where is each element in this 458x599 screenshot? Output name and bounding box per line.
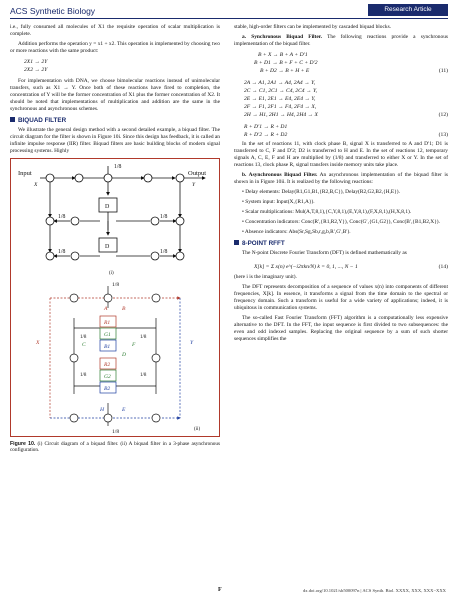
- figure-caption: [10, 441, 220, 454]
- caption-text: (i) Circuit diagram of a biquad filter. (ii) A biquad filter in a 3-phase asynchronous configuration.: [10, 441, 220, 454]
- mult-node: [151, 217, 159, 225]
- right-column: [234, 24, 448, 346]
- section-heading: BIQUAD FILTER: [10, 117, 220, 124]
- article-type-badge: Research Article: [368, 4, 448, 16]
- dft-equation: X[k] = Σ x(n) e^(−i2πkn/N) k = 0, 1, ..., N − 1: [254, 264, 358, 270]
- reaction: R + D′1 → R + D1: [244, 124, 288, 130]
- adder-node: [46, 252, 54, 260]
- mult-node: [70, 354, 78, 362]
- page-number: F: [218, 587, 222, 593]
- reaction-line: [234, 111, 448, 121]
- mult-node: [104, 414, 112, 422]
- node-d: D: [122, 352, 127, 358]
- paragraph: a. Synchronous Biquad Filter. The following reactions provide a synchronous implementation of the biquad filter.: [234, 34, 448, 47]
- gain-label: 1/8: [80, 335, 87, 340]
- bullet-item: • Absence indicators: Abs(Sr,Sg,Sb,r,g,b,R′,G′,B′).: [242, 229, 351, 235]
- figure-10: [10, 158, 220, 438]
- adder-node: [75, 174, 83, 182]
- doi-footer: dx.doi.org/10.1021/sb500097n | ACS Synth. Biol. XXXX, XXX, XXX−XXX: [302, 588, 446, 593]
- paragraph: stable, high-order filters can be implemented by cascaded biquad blocks.: [234, 24, 392, 30]
- gain-label: 1/8: [160, 249, 168, 255]
- paragraph: The DFT represents decomposition of a sequence of values x(n) into components of different frequencies, X[k]. In essence, it transforms a signal from the time domain to the spectral or frequency domain. Such a transform is useful for a wide variety of applications; indeed, it is ubiquitous in communication systems.: [234, 284, 448, 311]
- gain-label: 1/8: [140, 335, 147, 340]
- gain-label: 1/8: [160, 214, 168, 220]
- adder-node: [176, 174, 184, 182]
- reaction-line: [234, 131, 448, 141]
- adder-node: [46, 217, 54, 225]
- adder-node: [70, 294, 78, 302]
- page-header: [0, 0, 458, 20]
- reaction: B + D1 → B + F + C + D′2: [254, 60, 318, 66]
- subfigure-label: (ii): [194, 427, 201, 432]
- caption-label: Figure 10.: [10, 441, 36, 447]
- mult-node: [104, 294, 112, 302]
- header-rule: [10, 18, 448, 19]
- equation: 2X1 → 2Y: [24, 59, 48, 65]
- output-label: Output: [188, 170, 207, 177]
- gain-label: 1/8: [112, 282, 120, 288]
- reaction: B + D2 → B + H + E: [260, 68, 310, 74]
- mult-node: [151, 252, 159, 260]
- r1-label: R1: [104, 320, 111, 326]
- paragraph: We illustrate the general design method with a second detailed example, a biquad filter. The circuit diagram for the filter is shown in Figure 10i. Since this design has feedback, it is called an infinite impulse response (IIR) filter. Biquad filters are basic building blocks of modern signal processing systems. Highly: [10, 127, 220, 154]
- bullet-item: • Concentration indicators: Conc(R′,{R1,R2,Y}), Conc(G′,{G1,G2}), Conc(B′,{B1,B2,X}).: [242, 219, 440, 225]
- b1-label: B1: [104, 344, 111, 350]
- mult-node: [104, 174, 112, 182]
- r2-label: R2: [104, 362, 111, 368]
- paragraph: The so-called Fast Fourier Transform (FFT) algorithm is a computationally less expensive alternative to the DFT. In the FFT, the input sequence is first divided to two subsequences: the even and odd indexed samples. Replacing the original sequence by a sum of such shorter sequences simplifies the: [234, 315, 448, 342]
- reaction: 2H → H1, 2H1 → H4, 2H4 → X: [244, 112, 318, 118]
- left-column: [10, 24, 220, 457]
- reaction: 2A → A1, 2A1 → A4, 2A4 → Y,: [244, 80, 316, 86]
- dft-equation-line: [234, 260, 448, 274]
- equation-number: (11): [438, 68, 448, 74]
- paragraph: b. Asynchronous Biquad Filter. An asynchronous implementation of the biquad filter is shown in in Figure 10ii. It is realized by the following reactions:: [234, 172, 448, 185]
- x-label: X: [34, 182, 38, 188]
- x-label: X: [36, 340, 40, 346]
- paragraph: Addition performs the operation y = x1 + x2. This operation is implemented by choosing two or more reactions with the same product:: [10, 41, 220, 54]
- gain-label: 1/8: [80, 373, 87, 378]
- adder-node: [152, 414, 160, 422]
- mult-node: [152, 354, 160, 362]
- adder-node: [152, 294, 160, 302]
- paragraph: i.e., fully consumed all molecules of X1 the requisite operation of scalar multiplication is complete.: [10, 24, 220, 37]
- reaction: 2E → E1, 2E1 → E4, 2E4 → Y,: [244, 96, 316, 102]
- circuit-diagram-ii: [50, 286, 180, 426]
- equation: 2X2 → 2Y: [24, 67, 48, 73]
- y-label: Y: [192, 182, 196, 188]
- subfigure-label: (i): [109, 271, 114, 276]
- g2-label: G2: [104, 374, 111, 380]
- g1-label: G1: [104, 332, 111, 338]
- node-e: E: [122, 407, 126, 413]
- adder-node: [70, 414, 78, 422]
- journal-title: ACS Synthetic Biology: [10, 6, 96, 16]
- gain-label: 1/8: [112, 429, 120, 435]
- adder-node: [176, 217, 184, 225]
- section-heading: 8-POINT RFFT: [234, 240, 448, 247]
- subsection-heading: b. Asynchronous Biquad Filter.: [242, 172, 318, 178]
- adder-node: [46, 174, 54, 182]
- gain-label: 1/8: [114, 164, 122, 170]
- subsection-heading: a. Synchronous Biquad Filter.: [242, 34, 322, 40]
- equation-number: (13): [438, 132, 448, 138]
- gain-label: 1/8: [58, 214, 66, 220]
- gain-label: 1/8: [140, 373, 147, 378]
- paragraph: In the set of reactions 11, with clock phase B, signal X is transferred to A and D′1; D1 is transferred to C, F and D′2; D2 is transferred to H and E. In the set of reactions 12, temporary signals A, C, E, F and H are multiplied by (1/8) and transferred to either X or Y. In the set of reactions 13, clock phase R, signal transfers inside memory units take place.: [234, 141, 448, 168]
- reaction: 2C → C1, 2C1 → C4, 2C4 → Y,: [244, 88, 317, 94]
- bullet-item: • Delay elements: Delay(R1,G1,B1,{R2,B,C}), Delay(R2,G2,B2,{H,E}).: [242, 189, 400, 195]
- adder-node: [176, 252, 184, 260]
- node-a: A: [104, 306, 108, 312]
- paragraph: The N-point Discrete Fourier Transform (DFT) is defined mathematically as: [242, 250, 407, 256]
- reaction: B + X → B + A + D′1: [258, 52, 308, 58]
- node-b: B: [122, 306, 126, 312]
- input-label: Input: [18, 170, 32, 177]
- node-c: C: [82, 342, 86, 348]
- y-label: Y: [190, 340, 194, 346]
- reaction-line: [234, 67, 448, 77]
- paragraph: For implementation with DNA, we choose bimolecular reactions instead of unimolecular transfers, such as X1 → Y. Once both of these reactions have fired to completion, the concentration of Y will be the former concentration of X1 plus the former concentration of X2. It should be noted that implementations of multiplication and addition are the same in the synchronous and asynchronous schemes.: [10, 78, 220, 112]
- mult-node: [71, 252, 79, 260]
- gain-label: 1/8: [58, 249, 66, 255]
- equation-number: (12): [438, 112, 448, 118]
- b2-label: B2: [104, 386, 111, 392]
- bullet-item: • System input: Input(X,{R1,A}).: [242, 199, 315, 205]
- mult-node: [71, 217, 79, 225]
- equation-number: (14): [438, 264, 448, 270]
- reaction: R + D′2 → R + D2: [244, 132, 288, 138]
- bullet-item: • Scalar multiplications: Mul(A,T,8,1),{C,Y,8,1),(E,Y,8,1),(F,X,8,1),(H,X,8,1).: [242, 209, 412, 215]
- adder-node: [144, 174, 152, 182]
- node-f: F: [132, 342, 136, 348]
- delay-label: D: [105, 204, 110, 210]
- reaction: 2F → F1, 2F1 → F4, 2F4 → X,: [244, 104, 317, 110]
- delay-label: D: [105, 244, 110, 250]
- node-h: H: [100, 407, 105, 413]
- paragraph: (here i is the imaginary unit).: [234, 274, 297, 280]
